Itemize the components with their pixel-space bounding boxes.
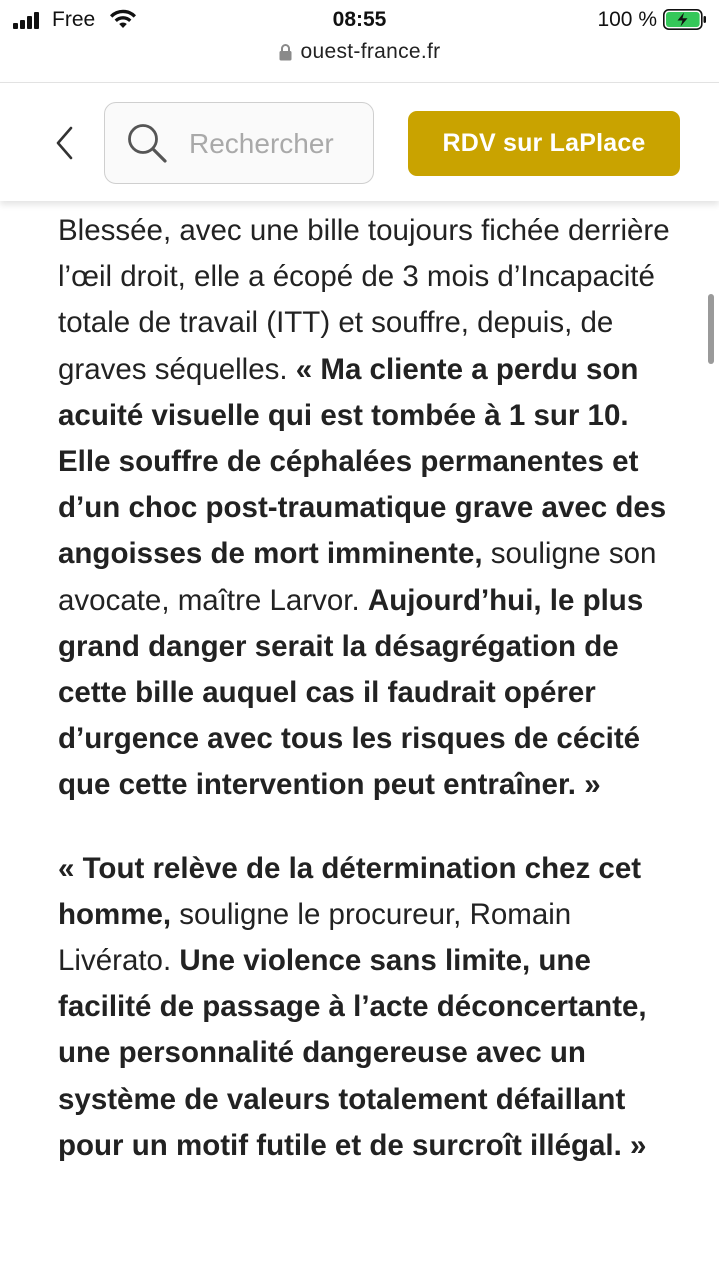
search-icon[interactable] — [125, 121, 169, 165]
rdv-laplace-button[interactable]: RDV sur LaPlace — [408, 111, 680, 176]
status-bar — [0, 0, 719, 40]
article-paragraph — [58, 846, 688, 1169]
battery-charging-icon — [663, 9, 707, 30]
address-bar[interactable] — [0, 40, 719, 82]
article-paragraph — [58, 208, 688, 809]
search-box[interactable] — [104, 102, 374, 184]
battery-percentage: 100 % — [597, 8, 657, 31]
lock-icon — [279, 44, 292, 61]
article-body — [58, 208, 688, 1169]
url-text: ouest-france.fr — [300, 40, 441, 63]
text-segment: souligne son avocate, maître Larvor. — [58, 537, 657, 617]
chevron-left-icon[interactable] — [44, 119, 84, 167]
quote-segment: « Tout relève de la détermination chez cet homme, — [58, 851, 642, 931]
carrier-name: Free — [52, 8, 96, 31]
text-segment: Blessée, avec une bille toujours fichée derrière l’œil droit, elle a écopé de 3 mois d’Incapacité totale de travail (ITT) et souffre, depuis, de graves séquelles. — [58, 214, 670, 386]
scrollbar[interactable] — [708, 294, 714, 364]
site-toolbar — [0, 82, 719, 201]
search-input[interactable] — [189, 125, 349, 163]
clock: 08:55 — [332, 8, 387, 31]
quote-segment: Une violence sans limite, une facilité de passage à l’acte déconcertante, une personnalité dangereuse avec un système de valeurs totalement défaillant pour un motif futile et de surcroît illégal. » — [58, 944, 647, 1162]
quote-segment: Aujourd’hui, le plus grand danger serait la désagrégation de cette bille auquel cas il faudrait opérer d’urgence avec tous les risques de cécité que cette intervention peut entraîner. » — [58, 583, 644, 802]
quote-segment: « Ma cliente a perdu son acuité visuelle qui est tombée à 1 sur 10. Elle souffre de céphalées permanentes et d’un choc post-traumatique grave avec des angoisses de mort imminente, — [58, 352, 667, 571]
text-segment: souligne le procureur, Romain Livérato. — [58, 897, 572, 978]
